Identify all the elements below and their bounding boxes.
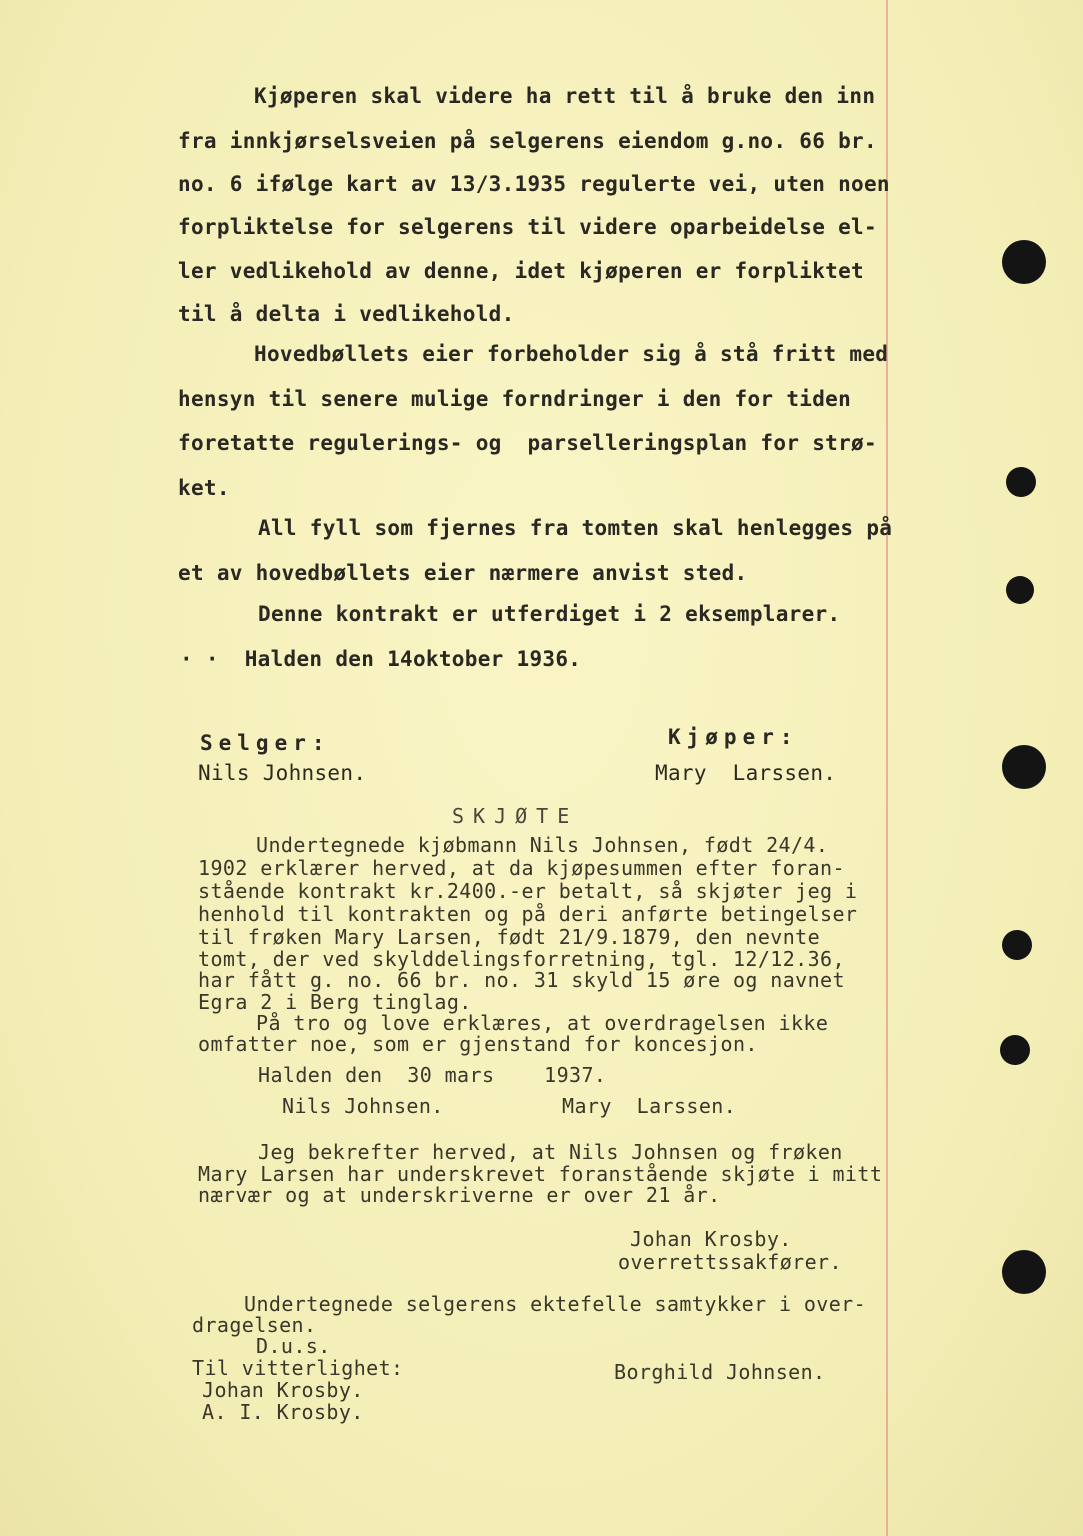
seller-heading: Selger: bbox=[200, 731, 331, 755]
deed-text-line: 1902 erklærer herved, at da kjøpesummen efter foran- bbox=[198, 856, 845, 880]
punch-hole bbox=[1002, 240, 1046, 284]
contract-text-line: ler vedlikehold av denne, idet kjøperen er forpliktet bbox=[178, 259, 864, 283]
deed-text-line: omfatter noe, som er gjenstand for koncesjon. bbox=[198, 1032, 758, 1056]
deed-text-line: stående kontrakt kr.2400.-er betalt, så skjøter jeg i bbox=[198, 879, 858, 903]
contract-text-line: foretatte regulerings- og parselleringsplan for strø- bbox=[178, 431, 877, 455]
deed-text-line: har fått g. no. 66 br. no. 31 skyld 15 øre og navnet bbox=[198, 968, 845, 992]
attestation-line: Jeg bekrefter herved, at Nils Johnsen og frøken bbox=[258, 1140, 843, 1164]
contract-text-line: Hovedbøllets eier forbeholder sig å stå fritt med bbox=[254, 342, 889, 366]
deed-text-line: På tro og love erklæres, at overdragelsen ikke bbox=[256, 1011, 829, 1035]
punch-hole bbox=[1002, 745, 1046, 789]
deed-date: Halden den 30 mars 1937. bbox=[258, 1063, 607, 1087]
consent-line: D.u.s. bbox=[256, 1334, 331, 1358]
deed-title: SKJØTE bbox=[452, 804, 579, 828]
contract-text-line: All fyll som fjernes fra tomten skal henlegges på bbox=[258, 516, 893, 540]
contract-date: · · Halden den 14oktober 1936. bbox=[180, 647, 582, 671]
contract-text-line: Denne kontrakt er utferdiget i 2 eksemplarer. bbox=[258, 602, 841, 626]
attorney-name: Johan Krosby. bbox=[630, 1227, 792, 1251]
consent-line: dragelsen. bbox=[192, 1313, 317, 1337]
contract-text-line: fra innkjørselsveien på selgerens eiendom g.no. 66 br. bbox=[178, 129, 877, 153]
deed-signature-seller: Nils Johnsen. bbox=[282, 1094, 444, 1118]
punch-hole bbox=[1006, 467, 1036, 497]
contract-text-line: no. 6 ifølge kart av 13/3.1935 regulerte vei, uten noen bbox=[178, 172, 890, 196]
buyer-heading: Kjøper: bbox=[668, 725, 799, 749]
attestation-line: Mary Larsen har underskrevet foranstående skjøte i mitt bbox=[198, 1162, 883, 1186]
deed-text-line: Egra 2 i Berg tinglag. bbox=[198, 990, 472, 1014]
contract-text-line: hensyn til senere mulige forndringer i den for tiden bbox=[178, 387, 852, 411]
contract-text-line: til å delta i vedlikehold. bbox=[178, 302, 515, 326]
contract-text-line: forpliktelse for selgerens til videre oparbeidelse el- bbox=[178, 215, 877, 239]
seller-signature: Nils Johnsen. bbox=[198, 761, 367, 785]
punch-hole bbox=[1002, 930, 1032, 960]
spouse-signature: Borghild Johnsen. bbox=[614, 1360, 826, 1384]
deed-signature-buyer: Mary Larssen. bbox=[562, 1094, 737, 1118]
witness-name: A. I. Krosby. bbox=[202, 1400, 364, 1424]
deed-text-line: Undertegnede kjøbmann Nils Johnsen, født 24/4. bbox=[256, 833, 829, 857]
punch-hole bbox=[1006, 576, 1034, 604]
contract-text-line: Kjøperen skal videre ha rett til å bruke den inn bbox=[254, 84, 876, 108]
punch-hole bbox=[1002, 1250, 1046, 1294]
buyer-signature: Mary Larssen. bbox=[655, 761, 837, 785]
contract-text-line: ket. bbox=[178, 476, 230, 500]
contract-text-line: et av hovedbøllets eier nærmere anvist sted. bbox=[178, 561, 748, 585]
deed-text-line: til frøken Mary Larsen, født 21/9.1879, den nevnte bbox=[198, 925, 821, 949]
margin-line bbox=[886, 0, 888, 1536]
consent-line: Undertegnede selgerens ektefelle samtykker i over- bbox=[244, 1292, 867, 1316]
witness-name: Johan Krosby. bbox=[202, 1378, 364, 1402]
deed-text-line: henhold til kontrakten og på deri anførte betingelser bbox=[198, 902, 858, 926]
witness-label: Til vitterlighet: bbox=[192, 1356, 404, 1380]
attestation-line: nærvær og at underskriverne er over 21 år. bbox=[198, 1183, 721, 1207]
attorney-title: overrettssakfører. bbox=[618, 1250, 842, 1274]
deed-text-line: tomt, der ved skylddelingsforretning, tgl. 12/12.36, bbox=[198, 947, 845, 971]
punch-hole bbox=[1000, 1035, 1030, 1065]
